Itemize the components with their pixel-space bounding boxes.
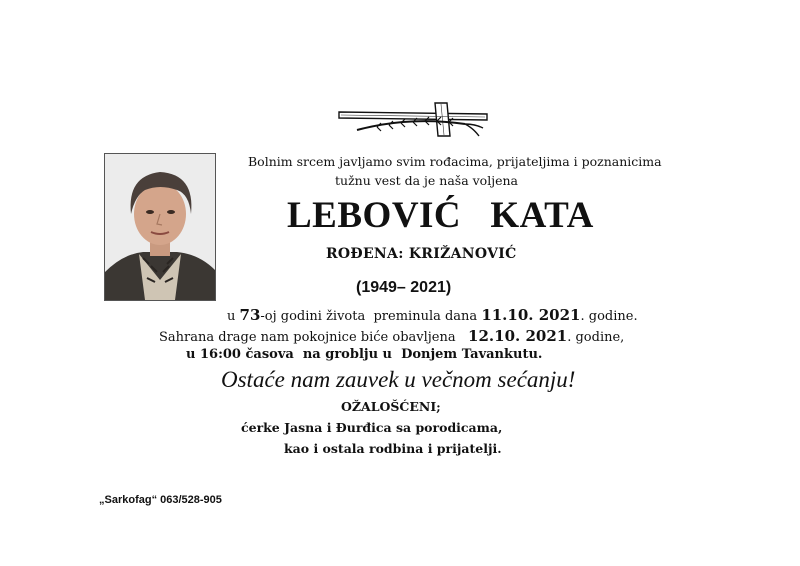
deceased-name: LEBOVIĆ KATA — [287, 195, 594, 236]
funeral-line — [159, 327, 624, 345]
intro-line-2: tužnu vest da je naša voljena — [335, 173, 518, 188]
funeral-suffix: . godine, — [567, 330, 625, 345]
death-line — [227, 306, 638, 324]
death-prefix: u — [227, 309, 240, 324]
remembrance-text: Ostaće nam zauvek u večnom sećanju! — [221, 367, 576, 392]
death-date: 11.10. 2021 — [481, 306, 581, 324]
portrait-photo — [104, 153, 216, 301]
cross-icon — [337, 100, 489, 142]
mourners-line-2: kao i ostala rodbina i prijatelji. — [284, 441, 502, 456]
mourners-line-1: ćerke Jasna i Đurđica sa porodicama, — [241, 420, 503, 435]
mourners-heading: OŽALOŠĆENI; — [341, 399, 441, 414]
funeral-prefix: Sahrana drage nam pokojnice biće obavljena — [159, 330, 469, 345]
death-age: 73 — [239, 306, 261, 324]
intro-line-1: Bolnim srcem javljamo svim rođacima, prijateljima i poznanicima — [248, 154, 662, 169]
funeral-home-contact: „Sarkofag“ 063/528-905 — [99, 494, 222, 506]
portrait-illustration — [105, 154, 215, 300]
life-years: (1949– 2021) — [356, 279, 452, 296]
maiden-name: ROĐENA: KRIŽANOVIĆ — [326, 246, 517, 262]
death-suffix: . godine. — [580, 309, 638, 324]
funeral-date: 12.10. 2021 — [468, 327, 568, 345]
death-middle: -oj godini života preminula dana — [260, 309, 482, 324]
funeral-time-place: u 16:00 časova na groblju u Donjem Tavankutu. — [186, 347, 543, 362]
